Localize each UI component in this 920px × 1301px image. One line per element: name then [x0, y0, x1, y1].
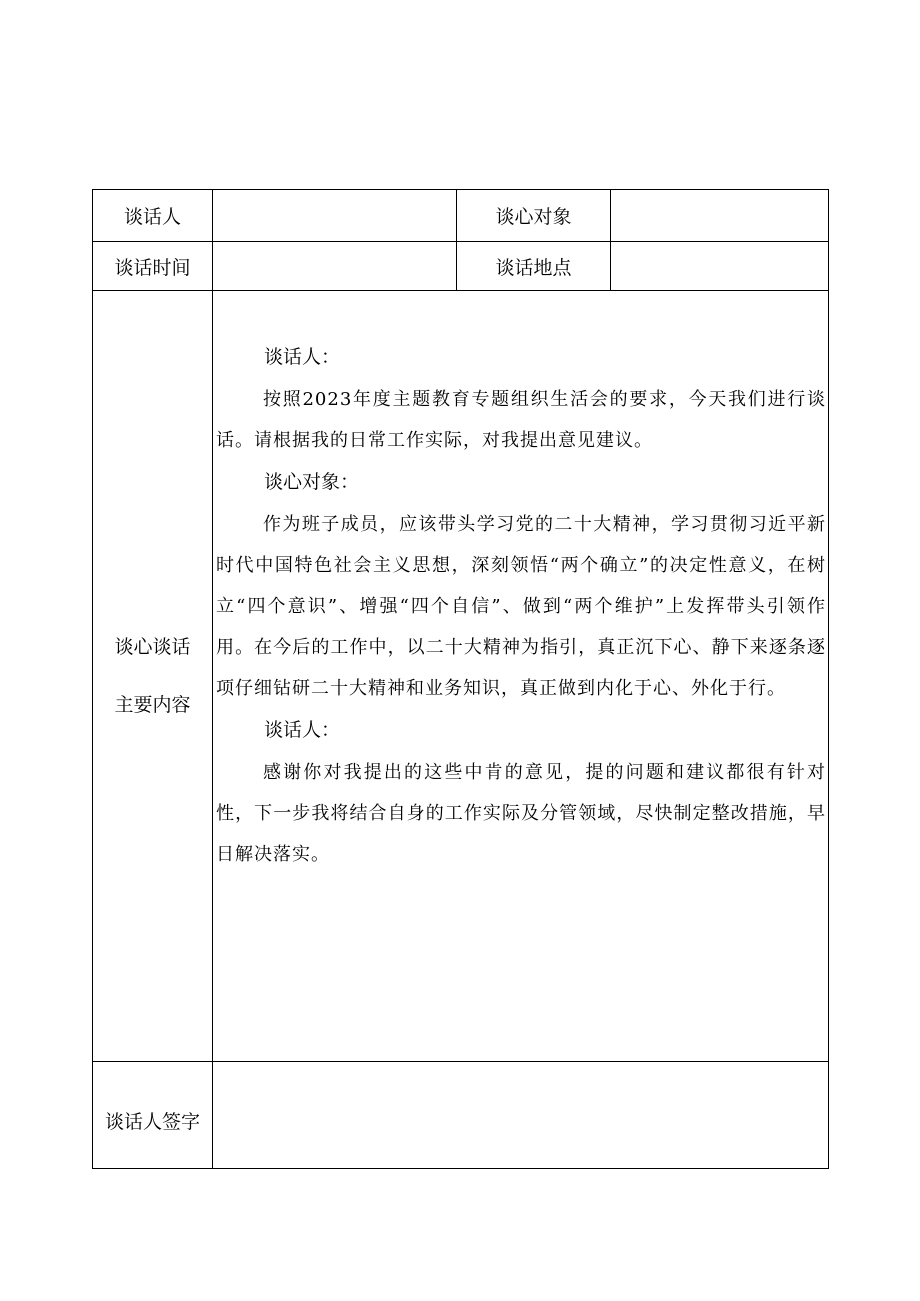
conversation-block — [216, 712, 826, 875]
conversation-block — [216, 339, 826, 461]
speaker-label: 谈心对象： — [264, 471, 360, 493]
talk-time-label: 谈话时间 — [93, 242, 213, 291]
main-content-label-line1: 谈心谈话 — [114, 636, 191, 658]
main-content-label-line2: 主要内容 — [114, 694, 191, 716]
interviewee-value-cell[interactable] — [611, 190, 829, 242]
table-row — [93, 242, 829, 291]
speaker-label: 谈话人： — [264, 346, 341, 368]
speaker-label: 谈话人： — [264, 719, 341, 741]
conversation-record-table — [92, 189, 829, 1169]
talk-location-value-cell[interactable] — [611, 242, 829, 291]
talker-value-cell[interactable] — [213, 190, 457, 242]
main-content-label-cell — [93, 291, 213, 1062]
conversation-paragraph: 作为班子成员，应该带头学习党的二十大精神，学习贯彻习近平新时代中国特色社会主义思想，深刻领悟“两个确立”的决定性意义，在树立“四个意识”、增强“四个自信”、做到“两个维护”上发挥带头引领作用。在今后的工作中，以二十大精神为指引，真正沉下心、静下来逐条逐项仔细钻研二十大精神和业务知识，真正做到内化于心、外化于行。 — [216, 514, 826, 699]
talker-label: 谈话人 — [93, 190, 213, 242]
interviewee-label: 谈心对象 — [457, 190, 611, 242]
conversation-paragraph: 感谢你对我提出的这些中肯的意见，提的问题和建议都很有针对性，下一步我将结合自身的工作实际及分管领域，尽快制定整改措施，早日解决落实。 — [216, 762, 826, 865]
table-row — [93, 291, 829, 1062]
conversation-block — [216, 464, 826, 709]
conversation-paragraph: 按照2023年度主题教育专题组织生活会的要求，今天我们进行谈话。请根据我的日常工作实际，对我提出意见建议。 — [216, 389, 826, 451]
table-row — [93, 1062, 829, 1169]
main-content-cell — [213, 291, 829, 1062]
table-row — [93, 190, 829, 242]
signature-label: 谈话人签字 — [93, 1062, 213, 1169]
talk-time-value-cell[interactable] — [213, 242, 457, 291]
talk-location-label: 谈话地点 — [457, 242, 611, 291]
signature-value-cell[interactable] — [213, 1062, 829, 1169]
